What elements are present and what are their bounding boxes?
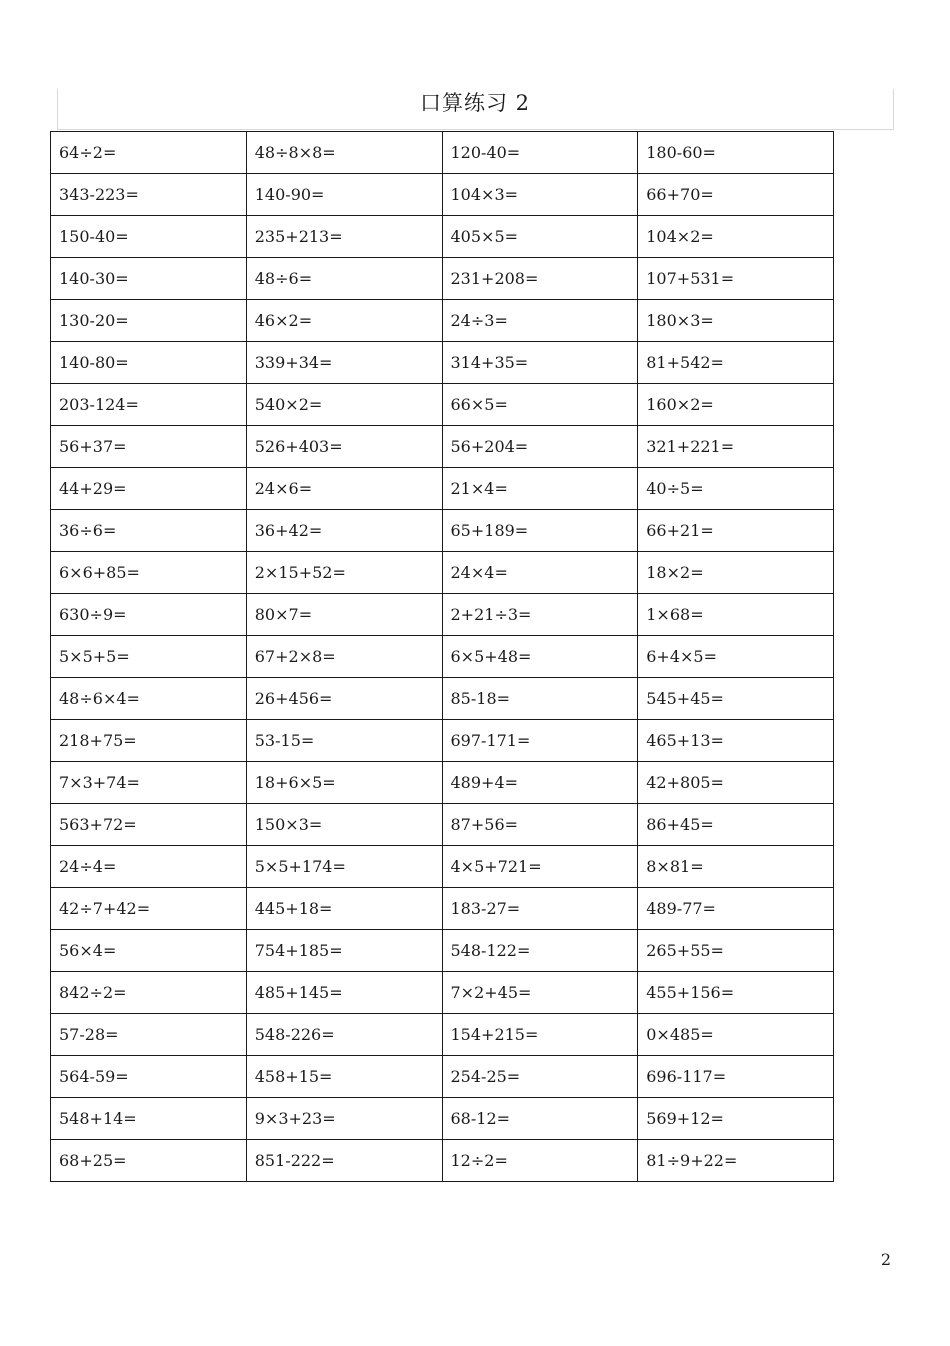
- problem-cell: 445+18=: [246, 888, 442, 930]
- problem-cell: 18+6×5=: [246, 762, 442, 804]
- table-row: [51, 846, 834, 888]
- table-row: [51, 552, 834, 594]
- problem-cell: 218+75=: [51, 720, 247, 762]
- problem-cell: 6×6+85=: [51, 552, 247, 594]
- table-row: [51, 258, 834, 300]
- problem-cell: 842÷2=: [51, 972, 247, 1014]
- problem-cell: 1×68=: [638, 594, 834, 636]
- problem-cell: 265+55=: [638, 930, 834, 972]
- problem-cell: 485+145=: [246, 972, 442, 1014]
- problem-cell: 44+29=: [51, 468, 247, 510]
- problem-cell: 56×4=: [51, 930, 247, 972]
- problem-cell: 0×485=: [638, 1014, 834, 1056]
- problem-cell: 40÷5=: [638, 468, 834, 510]
- problem-cell: 48÷6×4=: [51, 678, 247, 720]
- problem-cell: 8×81=: [638, 846, 834, 888]
- table-row: [51, 594, 834, 636]
- problem-cell: 80×7=: [246, 594, 442, 636]
- problem-cell: 104×3=: [442, 174, 638, 216]
- problem-cell: 24×6=: [246, 468, 442, 510]
- problem-cell: 86+45=: [638, 804, 834, 846]
- table-row: [51, 468, 834, 510]
- problem-cell: 321+221=: [638, 426, 834, 468]
- table-row: [51, 1140, 834, 1182]
- problem-cell: 563+72=: [51, 804, 247, 846]
- problem-cell: 696-117=: [638, 1056, 834, 1098]
- problem-cell: 64÷2=: [51, 132, 247, 174]
- table-row: [51, 132, 834, 174]
- problem-cell: 48÷8×8=: [246, 132, 442, 174]
- problem-cell: 120-40=: [442, 132, 638, 174]
- problem-cell: 9×3+23=: [246, 1098, 442, 1140]
- problem-cell: 569+12=: [638, 1098, 834, 1140]
- problem-cell: 53-15=: [246, 720, 442, 762]
- table-row: [51, 426, 834, 468]
- problem-cell: 104×2=: [638, 216, 834, 258]
- problem-cell: 81+542=: [638, 342, 834, 384]
- problem-cell: 65+189=: [442, 510, 638, 552]
- table-row: [51, 804, 834, 846]
- table-row: [51, 216, 834, 258]
- problem-cell: 48÷6=: [246, 258, 442, 300]
- table-row: [51, 972, 834, 1014]
- problem-cell: 548+14=: [51, 1098, 247, 1140]
- problem-cell: 36+42=: [246, 510, 442, 552]
- problem-cell: 66+21=: [638, 510, 834, 552]
- problem-cell: 5×5+174=: [246, 846, 442, 888]
- arithmetic-table-body: [51, 132, 834, 1182]
- problem-cell: 68-12=: [442, 1098, 638, 1140]
- problem-cell: 81÷9+22=: [638, 1140, 834, 1182]
- problem-cell: 7×2+45=: [442, 972, 638, 1014]
- problem-cell: 5×5+5=: [51, 636, 247, 678]
- problem-cell: 36÷6=: [51, 510, 247, 552]
- problem-cell: 254-25=: [442, 1056, 638, 1098]
- problem-cell: 46×2=: [246, 300, 442, 342]
- problem-cell: 455+156=: [638, 972, 834, 1014]
- problem-cell: 7×3+74=: [51, 762, 247, 804]
- table-row: [51, 888, 834, 930]
- problem-cell: 160×2=: [638, 384, 834, 426]
- problem-cell: 235+213=: [246, 216, 442, 258]
- problem-cell: 548-226=: [246, 1014, 442, 1056]
- problem-cell: 231+208=: [442, 258, 638, 300]
- problem-cell: 67+2×8=: [246, 636, 442, 678]
- problem-cell: 150-40=: [51, 216, 247, 258]
- problem-cell: 526+403=: [246, 426, 442, 468]
- problem-cell: 458+15=: [246, 1056, 442, 1098]
- table-row: [51, 342, 834, 384]
- problem-cell: 2×15+52=: [246, 552, 442, 594]
- problem-cell: 489+4=: [442, 762, 638, 804]
- page-title: 口算练习 2: [419, 91, 531, 115]
- table-row: [51, 636, 834, 678]
- problem-cell: 540×2=: [246, 384, 442, 426]
- table-row: [51, 174, 834, 216]
- problem-cell: 2+21÷3=: [442, 594, 638, 636]
- problem-cell: 24×4=: [442, 552, 638, 594]
- problem-cell: 548-122=: [442, 930, 638, 972]
- problem-cell: 314+35=: [442, 342, 638, 384]
- problem-cell: 851-222=: [246, 1140, 442, 1182]
- table-row: [51, 678, 834, 720]
- problem-cell: 42÷7+42=: [51, 888, 247, 930]
- problem-cell: 564-59=: [51, 1056, 247, 1098]
- problem-cell: 6+4×5=: [638, 636, 834, 678]
- problem-cell: 87+56=: [442, 804, 638, 846]
- problem-cell: 339+34=: [246, 342, 442, 384]
- problem-cell: 630÷9=: [51, 594, 247, 636]
- problem-cell: 130-20=: [51, 300, 247, 342]
- problem-cell: 140-30=: [51, 258, 247, 300]
- problem-cell: 6×5+48=: [442, 636, 638, 678]
- problem-cell: 203-124=: [51, 384, 247, 426]
- arithmetic-table: [50, 131, 834, 1182]
- table-row: [51, 510, 834, 552]
- problem-cell: 154+215=: [442, 1014, 638, 1056]
- problem-cell: 180-60=: [638, 132, 834, 174]
- problem-cell: 545+45=: [638, 678, 834, 720]
- problem-cell: 21×4=: [442, 468, 638, 510]
- problem-cell: 24÷3=: [442, 300, 638, 342]
- problem-cell: 56+204=: [442, 426, 638, 468]
- problem-cell: 68+25=: [51, 1140, 247, 1182]
- problem-cell: 754+185=: [246, 930, 442, 972]
- problem-cell: 85-18=: [442, 678, 638, 720]
- problem-cell: 66×5=: [442, 384, 638, 426]
- table-row: [51, 300, 834, 342]
- problem-cell: 12÷2=: [442, 1140, 638, 1182]
- problem-cell: 465+13=: [638, 720, 834, 762]
- table-row: [51, 762, 834, 804]
- table-row: [51, 1014, 834, 1056]
- problem-cell: 140-90=: [246, 174, 442, 216]
- problem-cell: 183-27=: [442, 888, 638, 930]
- problem-cell: 405×5=: [442, 216, 638, 258]
- problem-cell: 26+456=: [246, 678, 442, 720]
- table-row: [51, 720, 834, 762]
- table-row: [51, 1098, 834, 1140]
- problem-cell: 489-77=: [638, 888, 834, 930]
- problem-cell: 150×3=: [246, 804, 442, 846]
- problem-cell: 56+37=: [51, 426, 247, 468]
- problem-cell: 140-80=: [51, 342, 247, 384]
- problem-cell: 343-223=: [51, 174, 247, 216]
- problem-cell: 4×5+721=: [442, 846, 638, 888]
- table-row: [51, 930, 834, 972]
- problem-cell: 24÷4=: [51, 846, 247, 888]
- problem-cell: 697-171=: [442, 720, 638, 762]
- table-row: [51, 1056, 834, 1098]
- table-row: [51, 384, 834, 426]
- problem-cell: 180×3=: [638, 300, 834, 342]
- problem-cell: 57-28=: [51, 1014, 247, 1056]
- problem-cell: 107+531=: [638, 258, 834, 300]
- problem-cell: 66+70=: [638, 174, 834, 216]
- problem-cell: 42+805=: [638, 762, 834, 804]
- problem-cell: 18×2=: [638, 552, 834, 594]
- page-number: 2: [880, 1250, 891, 1269]
